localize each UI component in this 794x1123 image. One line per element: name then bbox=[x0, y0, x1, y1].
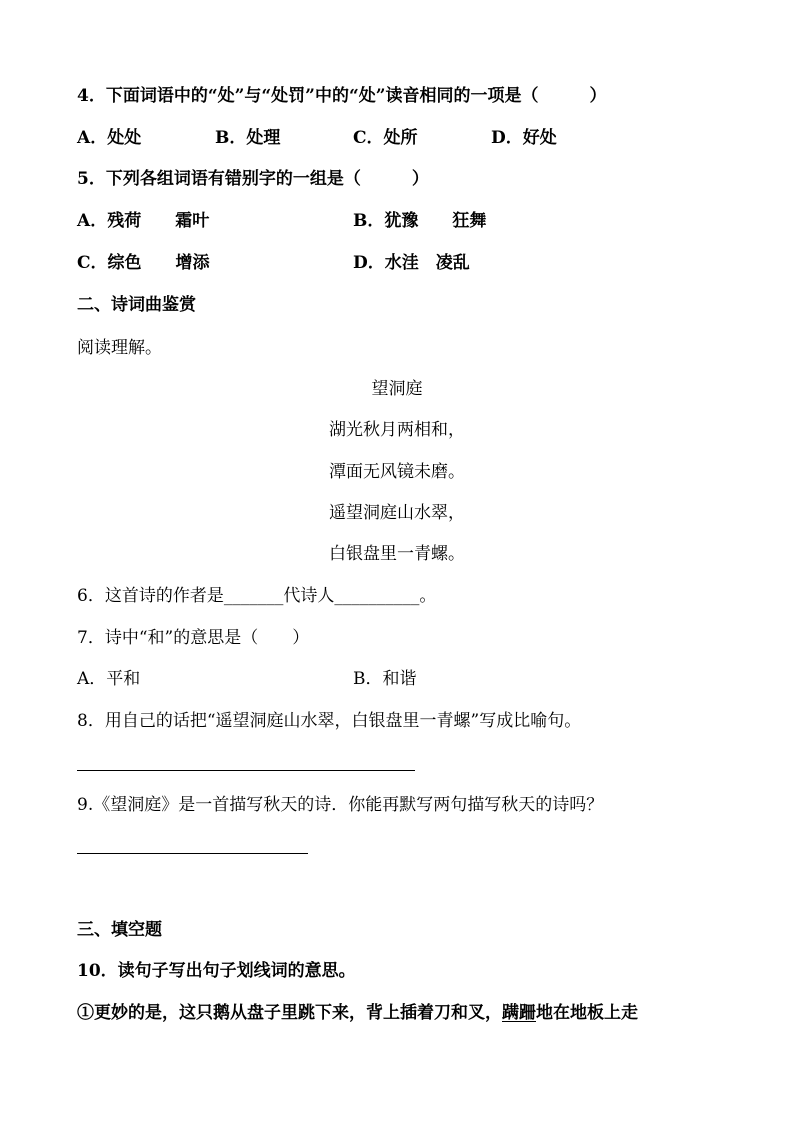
poem-title: 望洞庭 bbox=[371, 379, 423, 399]
poem-line-4: 白银盘里一青螺。 bbox=[329, 544, 465, 564]
question-5-stem: 5．下列各组词语有错别字的一组是（ ） bbox=[77, 169, 429, 189]
question-6-stem: 6．这首诗的作者是_______代诗人__________。 bbox=[77, 586, 437, 606]
poem-line-2: 潭面无风镜未磨。 bbox=[329, 462, 465, 482]
q8-answer-line[interactable] bbox=[77, 770, 415, 771]
q5-option-b: B．犹豫 狂舞 bbox=[353, 211, 487, 231]
q7-option-a: A．平和 bbox=[77, 669, 141, 689]
q5-option-a: A．残荷 霜叶 bbox=[77, 211, 210, 231]
question-7-stem: 7．诗中“和”的意思是（ ） bbox=[77, 628, 310, 648]
q4-option-b: B．处理 bbox=[215, 128, 281, 148]
section-3-heading: 三、填空题 bbox=[77, 920, 162, 940]
section-2-heading: 二、诗词曲鉴赏 bbox=[77, 295, 196, 315]
q10-sentence-1 bbox=[77, 1001, 638, 1025]
q5-option-c: C．综色 增添 bbox=[77, 253, 210, 273]
q9-answer-line[interactable] bbox=[77, 853, 308, 854]
sentence-text-after: 地在地板上走 bbox=[536, 1003, 638, 1023]
sentence-text-before: ①更妙的是，这只鹅从盘子里跳下来，背上插着刀和叉， bbox=[77, 1003, 502, 1023]
reading-instruction: 阅读理解。 bbox=[77, 338, 162, 358]
q4-option-a: A．处处 bbox=[77, 128, 142, 148]
q5-option-d: D．水洼 凌乱 bbox=[353, 253, 470, 273]
q4-option-c: C．处所 bbox=[353, 128, 418, 148]
question-4-stem: 4．下面词语中的“处”与“处罚”中的“处”读音相同的一项是（ ） bbox=[77, 86, 607, 106]
question-8-stem: 8．用自己的话把“遥望洞庭山水翠，白银盘里一青螺”写成比喻句。 bbox=[77, 711, 582, 731]
question-10-stem: 10．读句子写出句子划线词的意思。 bbox=[77, 961, 356, 981]
poem-line-3: 遥望洞庭山水翠， bbox=[329, 503, 465, 523]
q4-option-d: D．好处 bbox=[491, 128, 557, 148]
poem-line-1: 湖光秋月两相和， bbox=[329, 420, 465, 440]
underlined-word: 蹒跚 bbox=[502, 1003, 536, 1023]
question-9-stem: 9.《望洞庭》是一首描写秋天的诗．你能再默写两句描写秋天的诗吗？ bbox=[77, 795, 604, 815]
q7-option-b: B．和谐 bbox=[353, 669, 417, 689]
